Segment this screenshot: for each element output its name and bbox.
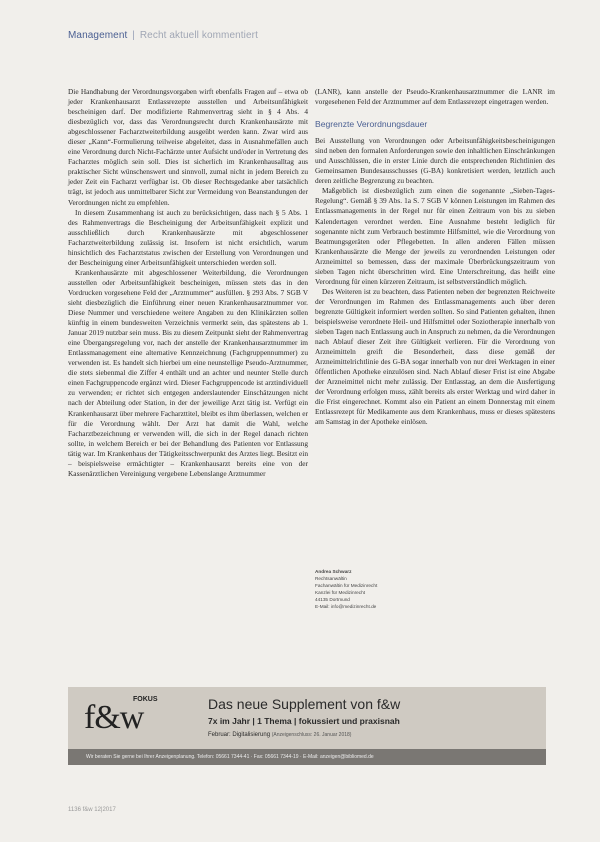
ad-title: Das neue Supplement von f&w [208, 696, 401, 712]
right-intro-paragraph: (LANR), kann anstelle der Pseudo-Krankenhausarztnummer die LANR im vorgesehenen Feld der Arztnummer auf dem Entlassrezept eingetragen werden. [315, 87, 555, 107]
ad-tagline: 7x im Jahr | 1 Thema | fokussiert und praxisnah [208, 716, 400, 726]
fw-fokus-logo [78, 694, 168, 744]
author-name: Andrea Schwarz [315, 569, 352, 574]
left-paragraph: In diesem Zusammenhang ist auch zu berücksichtigen, dass nach § 5 Abs. 1 des Rahmenvertrags die Bescheinigung der Arbeitsunfähigkeit explizit und ausschließlich durch Krankenhausärzte mit abgeschlossener Facharztweiterbildung zulässig ist. Insofern ist nicht ersichtlich, warum hinsichtlich des Facharztstatus zwischen der Erstellung von Verordnungen und der Bescheinigung einer Arbeitsunfähigkeit unterschieden werden soll. [68, 207, 308, 267]
right-paragraph: Des Weiteren ist zu beachten, dass Patienten neben der begrenzten Reichweite der Verordnungen im Rahmen des Entlassmanagements auch über deren begrenzte Gültigkeit informiert werden sollten. So sind Patienten gehalten, ihnen beispielsweise verordnete Heil- und Hilfsmittel oder Soziotherapie innerhalb von sieben Tagen nach Entlassung auch in Anspruch zu nehmen, da die Verordnungen nach Ablauf dieser Zeit ihre Gültigkeit verlieren. Für die Verordnung von Arzneimitteln greift die Besonderheit, dass diese gemäß der Arzneimittelrichtlinie des G-BA sogar innerhalb von nur drei Werktagen in einer öffentlichen Apotheke einzulösen sind. Nach Ablauf dieser Frist ist eine Abgabe der Arzneimittel nicht mehr zulässig. Der Entlasstag, an dem die Ausfertigung der Verordnung erfolgen muss, zählt bereits als erster Werktag und wird daher in die Frist eingerechnet. Kommt also ein Patient an einem Donnerstag mit einem Entlassrezept für Medikamente aus dem Krankenhaus, muss er dieses spätestens am Samstag in der Apotheke einlösen. [315, 286, 555, 427]
author-detail: Rechtsanwältin [315, 576, 347, 581]
section-label: Management [68, 30, 128, 41]
logo-fokus-text: FOKUS [133, 696, 158, 703]
right-paragraph: Maßgeblich ist diesbezüglich zum einen die sogenannte „Sieben-Tages-Regelung“. Gemäß § 39 Abs. 1a S. 7 SGB V können Leistungen im Rahmen des Entlassmanagements in der Regel nur für einen Zeitraum von bis zu sieben Kalendertagen verordnet werden. Eine Ausnahme besteht lediglich für sogenannte nicht zum Verbrauch bestimmte Hilfsmittel, wie die Verordnung von Beatmungsgeräten oder Pflegebetten. In allen anderen Fällen müssen Krankenhausärzte die Menge der jeweils zu verordnenden Leistungen oder Arzneimittel so bemessen, dass der maximale Überbrückungszeitraum von sieben Tagen nicht überschritten wird. Eine Unterschreitung, das heißt eine Verordnung für einen kürzeren Zeitraum, ist selbstverständlich möglich. [315, 186, 555, 286]
left-column [68, 87, 308, 479]
author-email: E-Mail: info@medizinrecht.de [315, 604, 377, 609]
left-paragraph: Krankenhausärzte mit abgeschlossener Weiterbildung, die Verordnungen ausstellen oder Arbeitsunfähigkeit bescheinigen, müssen stets das in den Vordrucken vorgesehene Feld der „Arztnummer“ ausfüllen. § 293 Abs. 7 SGB V sieht diesbezüglich die Einführung einer neuen Krankenhausarztnummer vor. Diese Nummer und verschiedene weitere Angaben zu den Klinikärzten sollen künftig in einem bundesweiten Verzeichnis vermerkt sein, das spätestens ab 1. Januar 2019 nutzbar sein muss. Bis zu diesem Zeitpunkt sieht der Rahmenvertrag eine Übergangsregelung vor, nach der anstelle der Krankenhausarztnummer im Entlassmanagement eine alternative Kennzeichnung (Fachgruppennummer) zu verwenden ist. Es handelt sich hierbei um eine neunstellige Pseudo-Arztnummer, die stets siebenmal die Ziffer 4 enthält und an achter und neunter Stelle durch einen Fachgruppencode ergänzt wird. Dieser Fachgruppencode ist arztindividuell zu verwenden; er richtet sich entgegen anderslautender Einschätzungen nicht nach der Abteilung oder Station, in der der jeweilige Arzt tätig ist. Verfügt ein Krankenhausarzt über mehrere Facharzttitel, bleibt es ihm überlassen, welchen er für die Verordnung wählt. Der Arzt hat damit die Wahl, welche Facharztbezeichnung er verwenden will, die sich in der Regel danach richten sollte, in welchem Bereich er bei der Behandlung des Patienten vor Entlassung tätig war. Im Krankenhaus der Tätigkeitsschwerpunkt des Arztes liegt. Besitzt ein – beispielsweise ermächtigter – Krankenhausarzt bereits eine von der Kassenärztlichen Vereinigung vergebene Lebenslange Arztnummer [68, 267, 308, 478]
header-separator: | [132, 30, 135, 41]
page-footer: 1136 f&w 12|2017 [68, 807, 116, 813]
ad-main-area [68, 687, 546, 749]
left-paragraph: Die Handhabung der Verordnungsvorgaben wirft ebenfalls Fragen auf – etwa ob jeder Krankenhausarzt Entlassrezepte ausstellen und Arbeitsunfähigkeit bescheinigen darf. Der modifizierte Rahmenvertrag sieht in § 4 Abs. 4 diesbezüglich vor, dass das Verordnungsrecht durch Krankenhausärzte mit abgeschlossener Facharztweiterbildung ausgeübt werden kann. Zwar wird aus dieser „Kann“-Formulierung teilweise abgeleitet, dass in Ausnahmefällen auch eine Verordnung durch Nicht-Fachärzte unter Aufsicht und/oder in Vertretung des Facharztes möglich sein soll. Dies ist sicherlich im Krankenhausalltag aus praktischer Sicht wünschenswert und sinnvoll, zumal nicht in jedem Bereich zu jeder Zeit ein Facharzt verfügbar ist. Ob dieser Rechtsgedanke aber tatsächlich trägt, ist jedoch aus unmittelbarer Sicht zur Vermeidung von Beanstandungen der Verordnungen nicht zu empfehlen. [68, 87, 308, 207]
page-header [68, 30, 258, 41]
ad-issue-topic: Februar: Digitalisierung [208, 732, 271, 738]
subsection-label: Recht aktuell kommentiert [139, 30, 258, 41]
ad-issue-line [208, 732, 351, 738]
right-column [315, 87, 555, 428]
right-paragraph: Bei Ausstellung von Verordnungen oder Arbeitsunfähigkeitsbescheinigungen sind neben den formalen Anforderungen sowie den inhaltlichen Einschränkungen und Ausschlüssen, die in erster Linie durch die entsprechenden Richtlinien des Gemeinsamen Bundesausschusses (G-BA) konkretisiert werden, letztlich auch deren zeitliche Begrenzung zu beachten. [315, 136, 555, 186]
author-box [315, 568, 377, 610]
ad-contact-bar: Wir beraten Sie gerne bei Ihrer Anzeigenplanung. Telefon: 05661 7344-41 · Fax: 05661 7344-19 · E-Mail: anzeigen@bibliomed.de [68, 749, 546, 765]
author-detail: Fachanwältin für Medizinrecht [315, 583, 378, 588]
section-heading: Begrenzte Verordnungsdauer [315, 119, 428, 130]
supplement-advertisement [68, 687, 546, 765]
author-detail: Kanzlei für Medizinrecht [315, 590, 366, 595]
logo-main-text: f&w [84, 699, 144, 736]
ad-deadline-note: (Anzeigenschluss: 26. Januar 2018) [271, 732, 352, 738]
author-detail: 44135 Dortmund [315, 597, 350, 602]
